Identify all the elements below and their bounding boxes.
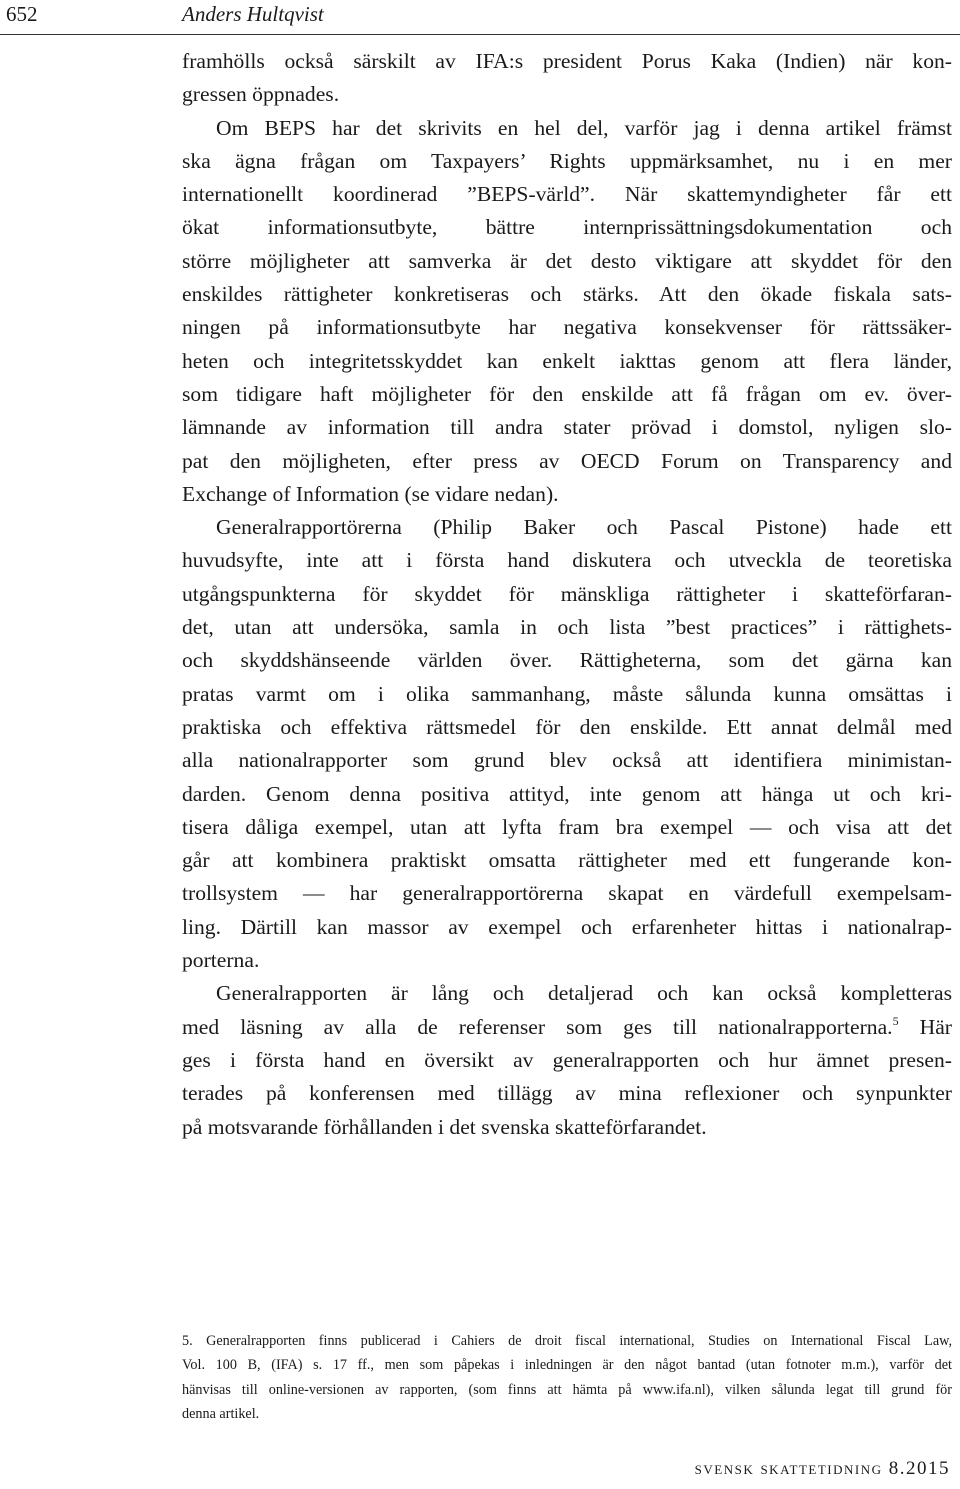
- body-line: som tidigare haft möjligheter för den enskilde att få frågan om ev. över-: [182, 381, 952, 406]
- body-line: ningen på informationsutbyte har negativa konsekvenser för rättssäker-: [182, 315, 952, 340]
- header-rule: [0, 34, 960, 35]
- page-header: [0, 0, 960, 38]
- body-line: ges i första hand en översikt av generalrapporten och hur ämnet presen-: [182, 1047, 952, 1072]
- body-line: Generalrapportörerna (Philip Baker och Pascal Pistone) hade ett: [216, 515, 952, 540]
- body-line-text: Här: [919, 1014, 952, 1039]
- body-line: går att kombinera praktiskt omsatta rättigheter med ett fungerande kon-: [182, 848, 952, 873]
- body-line: Om BEPS har det skrivits en hel del, varför jag i denna artikel främst: [216, 115, 952, 140]
- body-line: Generalrapporten är lång och detaljerad och kan också kompletteras: [216, 981, 952, 1006]
- running-head-author: Anders Hultqvist: [182, 2, 324, 26]
- body-line: på motsvarande förhållanden i det svenska skatteförfarandet.: [182, 1114, 707, 1139]
- body-line: det, utan att undersöka, samla in och lista ”best practices” i rättighets-: [182, 615, 952, 640]
- footnote-line: hänvisas till online-versionen av rapporten, (som finns att hämta på www.ifa.nl), vilken sålunda legat till grund för: [182, 1381, 952, 1398]
- body-line: heten och integritetsskyddet kan enkelt iakttas genom att flera länder,: [182, 348, 952, 373]
- body-line: större möjligheter att samverka är det desto viktigare att skyddet för den: [182, 248, 952, 273]
- footnote-line: denna artikel.: [182, 1406, 260, 1423]
- body-line: alla nationalrapporter som grund blev också att identifiera minimistan-: [182, 748, 952, 773]
- body-line: ling. Därtill kan massor av exempel och erfarenheter hittas i nationalrap-: [182, 914, 952, 939]
- body-line: pat den möjligheten, efter press av OECD Forum on Transparency and: [182, 448, 952, 473]
- body-line-text: med läsning av alla de referenser som ges till nationalrapporterna.: [182, 1014, 893, 1039]
- body-line: porterna.: [182, 948, 260, 973]
- footnotes: [182, 1329, 952, 1427]
- body-line: huvudsyfte, inte att i första hand diskutera och utveckla de teoretiska: [182, 548, 952, 573]
- body-line: darden. Genom denna positiva attityd, inte genom att hänga ut och kri-: [182, 781, 952, 806]
- body-line: terades på konferensen med tillägg av mina reflexioner och synpunkter: [182, 1081, 952, 1106]
- body-line: utgångspunkterna för skyddet för mänskliga rättigheter i skatteförfaran-: [182, 581, 952, 606]
- footnote-reference: 5: [892, 1013, 899, 1028]
- footnote-line: Vol. 100 B, (IFA) s. 17 ff., men som påpekas i inledningen är den något bantad (utan fotnoter m.m.), varför det: [182, 1357, 952, 1374]
- body-line: tisera dåliga exempel, utan att lyfta fram bra exempel — och visa att det: [182, 814, 952, 839]
- body-line: enskildes rättigheter konkretiseras och stärks. Att den ökade fiskala sats-: [182, 282, 952, 307]
- body-line: gressen öppnades.: [182, 82, 340, 107]
- body-line: trollsystem — har generalrapportörerna skapat en värdefull exempelsam-: [182, 881, 952, 906]
- body-line: pratas varmt om i olika sammanhang, måste sålunda kunna omsättas i: [182, 681, 952, 706]
- journal-footer: svensk skattetidning 8.2015: [694, 1458, 950, 1479]
- body-line: och skyddshänseende världen över. Rättigheterna, som det gärna kan: [182, 648, 952, 673]
- footnote-line: 5. Generalrapporten finns publicerad i Cahiers de droit fiscal international, Studies on International Fiscal Law,: [182, 1333, 952, 1349]
- body-text: [182, 45, 952, 1144]
- body-line: Exchange of Information (se vidare nedan).: [182, 481, 559, 506]
- body-line: praktiska och effektiva rättsmedel för den enskilde. Ett annat delmål med: [182, 714, 952, 739]
- body-line: [182, 1011, 952, 1044]
- page-number: 652: [6, 2, 38, 26]
- body-line: ökat informationsutbyte, bättre internprissättningsdokumentation och: [182, 215, 952, 240]
- body-line: internationellt koordinerad ”BEPS-värld”. När skattemyndigheter får ett: [182, 182, 952, 207]
- body-line: ska ägna frågan om Taxpayers’ Rights uppmärksamhet, nu i en mer: [182, 148, 952, 173]
- body-line: framhölls också särskilt av IFA:s president Porus Kaka (Indien) när kon-: [182, 49, 952, 73]
- body-line: lämnande av information till andra stater prövad i domstol, nyligen slo-: [182, 415, 952, 440]
